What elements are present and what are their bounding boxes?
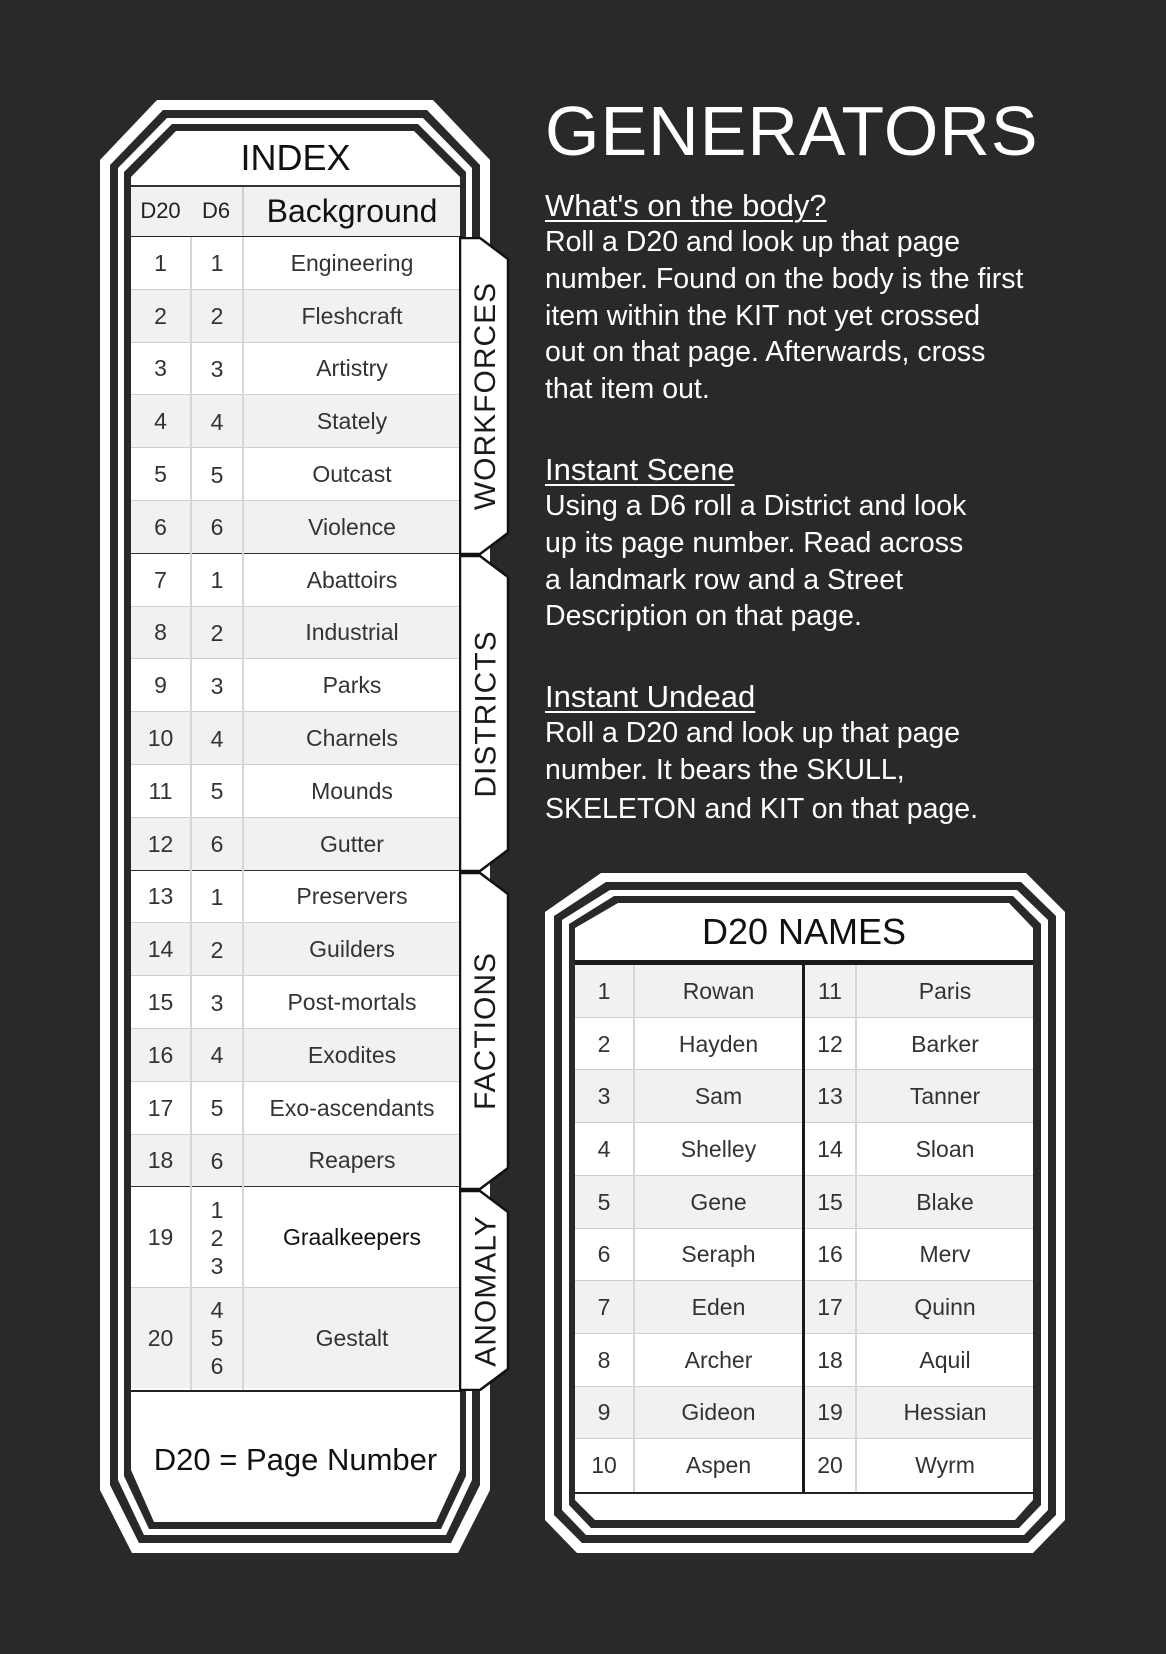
names-cell-name: Gene [690, 1188, 747, 1215]
index-cell-background: Post-mortals [287, 989, 417, 1016]
index-cell-background: Abattoirs [306, 566, 398, 593]
names-cell-number: 10 [591, 1452, 617, 1479]
index-footer: D20 = Page Number [153, 1442, 438, 1477]
names-cell-name: Wyrm [915, 1452, 975, 1479]
names-cell-name: Aspen [685, 1452, 752, 1479]
section-line: a landmark row and a Street [545, 563, 904, 596]
names-cell-name: Barker [911, 1030, 979, 1057]
index-cell-background: Exodites [307, 1041, 397, 1068]
section-line: Description on that page. [545, 600, 862, 633]
names-cell-name: Gideon [681, 1399, 756, 1426]
page-title: GENERATORS [545, 92, 1039, 170]
index-header-d6: D6 [201, 198, 231, 223]
names-cell-number: 11 [818, 977, 842, 1004]
section-line: Using a D6 roll a District and look [545, 490, 967, 522]
names-cell-name: Tanner [909, 1083, 981, 1110]
index-cell-d20: 6 [154, 513, 167, 540]
index-cell-background: Mounds [311, 777, 393, 804]
column-divider [633, 965, 635, 1493]
tab-label: ANOMALY [469, 1214, 502, 1367]
index-cell-d6: 6 [210, 1147, 224, 1174]
names-cell-number: 4 [597, 1135, 611, 1162]
index-cell-d6: 5 [210, 778, 224, 805]
names-cell-number: 1 [597, 977, 611, 1004]
index-cell-d20: 9 [154, 672, 167, 699]
names-cell-number: 7 [597, 1294, 611, 1321]
section-line: number. It bears the SKULL, [545, 753, 905, 786]
names-cell-name: Archer [684, 1346, 753, 1373]
index-cell-d20: 3 [154, 355, 167, 382]
index-cell-d6: 3 [210, 989, 224, 1016]
index-cell-d20: 13 [147, 883, 174, 910]
index-cell-background: Preservers [296, 883, 408, 910]
index-cell-background: Violence [308, 513, 396, 540]
index-cell-d20: 1 [154, 249, 167, 276]
index-cell-d6: 1 [210, 567, 224, 594]
names-cell-number: 9 [597, 1399, 611, 1426]
index-cell-d6-value: 6 [210, 1353, 224, 1380]
names-cell-name: Rowan [682, 977, 755, 1004]
section-heading: Instant Scene [545, 452, 735, 487]
section-line: Roll a D20 and look up that page [545, 226, 961, 258]
index-cell-d6: 5 [210, 461, 224, 488]
section-line: that item out. [545, 373, 710, 406]
index-cell-d6-value: 2 [210, 1224, 224, 1251]
index-cell-d20: 2 [154, 302, 167, 329]
index-cell-d20: 20 [147, 1324, 174, 1351]
index-title: INDEX [240, 137, 351, 178]
names-cell-name: Blake [916, 1188, 974, 1215]
index-cell-background: Reapers [308, 1147, 396, 1174]
index-cell-d6: 3 [210, 672, 224, 699]
index-cell-d6-value: 3 [210, 1252, 224, 1279]
names-cell-number: 12 [817, 1030, 843, 1057]
names-cell-name: Hessian [903, 1399, 987, 1426]
index-cell-background: Industrial [305, 619, 399, 646]
names-cell-number: 19 [817, 1399, 843, 1426]
section-line: SKELETON and KIT on that page. [545, 792, 979, 825]
section-line: out on that page. Afterwards, cross [545, 336, 986, 369]
index-cell-background: Graalkeepers [282, 1224, 422, 1251]
names-cell-number: 17 [817, 1294, 843, 1321]
index-cell-d20: 7 [154, 566, 167, 593]
index-cell-d6-value: 1 [210, 1196, 224, 1223]
index-cell-background: Fleshcraft [301, 302, 403, 329]
index-cell-d20: 4 [154, 408, 167, 435]
names-cell-name: Aquil [919, 1346, 971, 1373]
index-cell-d20: 18 [147, 1147, 174, 1174]
index-cell-background: Stately [316, 408, 388, 435]
names-cell-name: Merv [919, 1241, 971, 1268]
section-line: item within the KIT not yet crossed [545, 299, 981, 332]
index-cell-d20: 8 [154, 619, 167, 646]
index-header-background: Background [266, 192, 438, 229]
index-cell-background: Gestalt [315, 1324, 389, 1351]
index-cell-d20: 14 [147, 936, 174, 963]
index-header-d20: D20 [140, 198, 181, 223]
names-cell-name: Hayden [678, 1030, 759, 1057]
names-cell-number: 16 [817, 1241, 843, 1268]
names-cell-name: Sam [694, 1083, 743, 1110]
index-cell-d20: 11 [148, 777, 173, 804]
index-cell-d6: 6 [210, 831, 224, 858]
index-cell-d20: 10 [147, 725, 174, 752]
names-cell-number: 14 [817, 1135, 843, 1162]
section-line: up its page number. Read across [545, 526, 964, 559]
names-cell-number: 5 [597, 1188, 611, 1215]
index-cell-background: Engineering [290, 249, 414, 276]
column-divider [855, 965, 857, 1493]
names-cell-number: 15 [817, 1188, 843, 1215]
names-title: D20 NAMES [701, 910, 907, 952]
names-cell-number: 3 [597, 1083, 611, 1110]
index-cell-d6: 2 [210, 936, 224, 963]
index-cell-d6: 5 [210, 1095, 224, 1122]
index-cell-d20: 12 [147, 830, 174, 857]
section-line: Roll a D20 and look up that page [545, 717, 961, 749]
index-cell-d6-value: 4 [210, 1297, 224, 1324]
index-cell-background: Outcast [312, 461, 392, 488]
index-cell-d6: 1 [210, 883, 224, 910]
index-cell-d6: 3 [210, 355, 224, 382]
tab-label: DISTRICTS [469, 629, 502, 798]
index-cell-d20: 16 [147, 1041, 174, 1068]
names-cell-number: 18 [817, 1346, 843, 1373]
index-cell-background: Exo-ascendants [269, 1094, 435, 1121]
section-heading: What's on the body? [545, 188, 827, 223]
names-cell-number: 6 [597, 1241, 611, 1268]
index-cell-d6: 4 [210, 725, 224, 752]
index-cell-d6: 4 [210, 408, 224, 435]
names-cell-name: Quinn [914, 1294, 976, 1321]
index-cell-background: Artistry [316, 355, 388, 382]
tab-label: FACTIONS [469, 952, 502, 1111]
index-cell-d6: 6 [210, 514, 224, 541]
index-cell-d20: 19 [147, 1224, 174, 1251]
section-heading: Instant Undead [545, 679, 756, 714]
index-cell-background: Charnels [305, 725, 399, 752]
index-cell-background: Gutter [320, 830, 384, 857]
tab-label: WORKFORCES [469, 281, 502, 511]
names-cell-name: Shelley [680, 1135, 757, 1162]
index-cell-background: Parks [322, 672, 382, 699]
index-cell-d6: 2 [210, 303, 224, 330]
names-cell-name: Eden [691, 1294, 746, 1321]
names-cell-name: Seraph [681, 1241, 756, 1268]
names-bottom-rule [575, 1492, 1033, 1494]
index-cell-background: Guilders [309, 936, 395, 963]
names-cell-name: Paris [918, 977, 972, 1004]
index-cell-d6: 1 [210, 250, 224, 277]
index-cell-d6: 2 [210, 619, 224, 646]
names-cell-number: 13 [817, 1083, 843, 1110]
index-cell-d6: 4 [210, 1042, 224, 1069]
index-cell-d20: 5 [154, 461, 167, 488]
section-line: number. Found on the body is the first [545, 262, 1024, 295]
names-cell-name: Sloan [915, 1135, 975, 1162]
index-cell-d20: 17 [147, 1094, 174, 1121]
index-cell-d20: 15 [147, 989, 174, 1016]
names-center-divider [802, 965, 805, 1493]
names-cell-number: 2 [597, 1030, 611, 1057]
index-cell-d6-value: 5 [210, 1325, 224, 1352]
names-cell-number: 20 [817, 1452, 843, 1479]
names-cell-number: 8 [597, 1346, 611, 1373]
